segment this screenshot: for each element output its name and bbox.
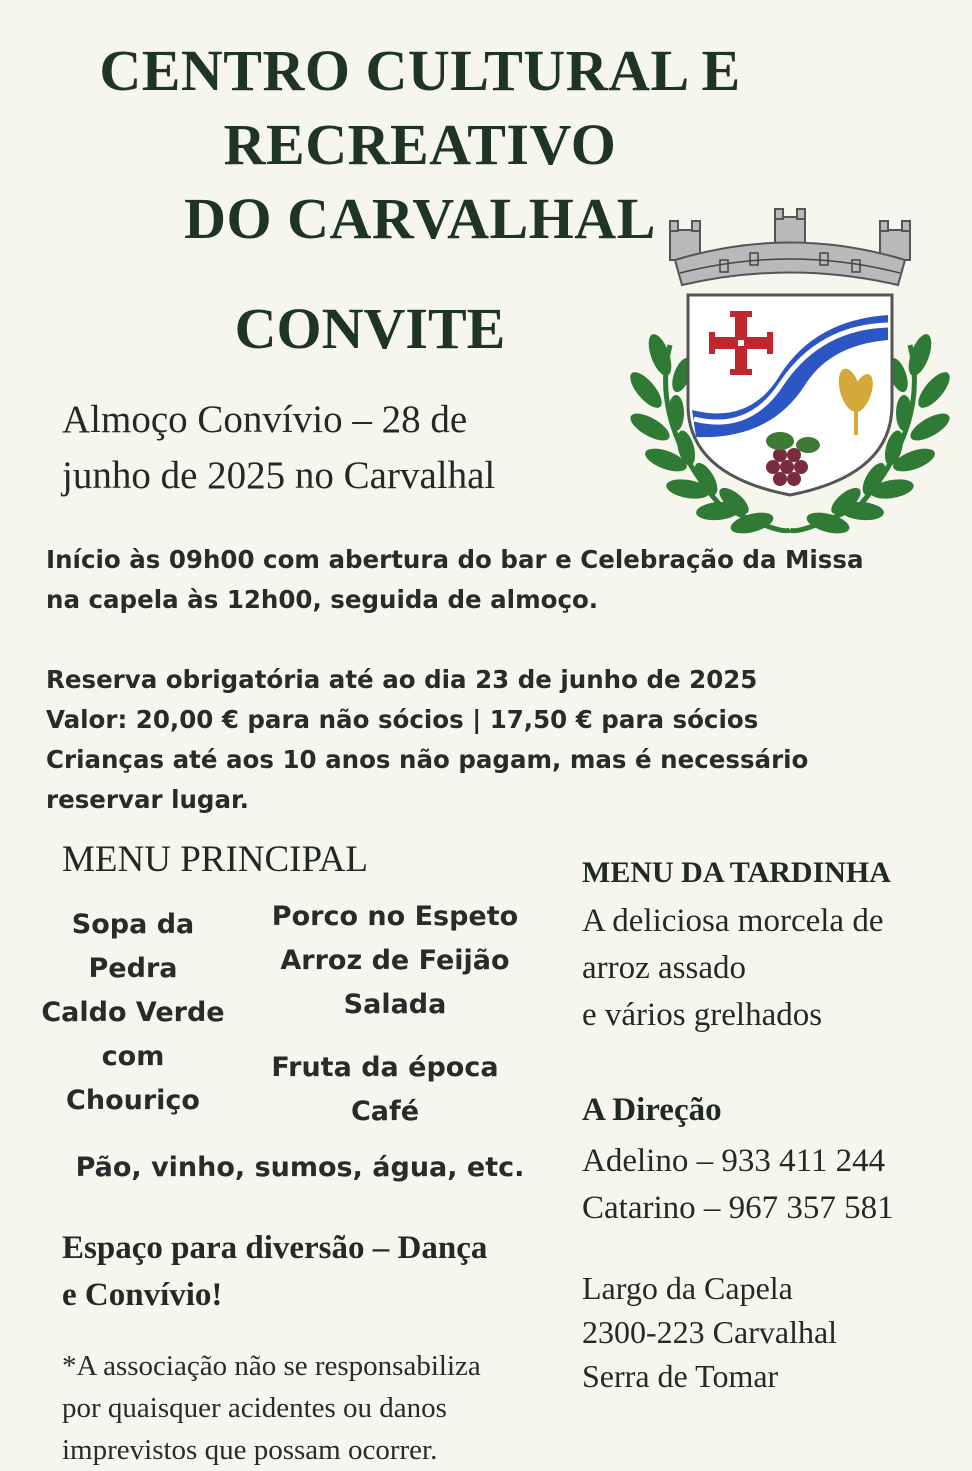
event-subtitle	[62, 392, 622, 504]
venue-address	[582, 1266, 837, 1398]
disclaimer-line: por quaisquer acidentes ou danos	[62, 1392, 447, 1424]
direcao-heading: A Direção	[582, 1092, 722, 1128]
address-line: Serra de Tomar	[582, 1358, 779, 1394]
menu-mains	[260, 895, 530, 1027]
contact-phone: Catarino – 967 357 581	[582, 1190, 894, 1226]
entertainment-text	[62, 1225, 562, 1319]
menu-item: com	[101, 1041, 165, 1072]
direcao-contacts	[582, 1138, 894, 1232]
menu-item: Pedra	[88, 953, 178, 984]
menu-drinks: Pão, vinho, sumos, água, etc.	[75, 1152, 525, 1183]
menu-item: Fruta da época	[271, 1052, 499, 1083]
menu-tardinha-heading: MENU DA TARDINHA	[582, 856, 891, 889]
menu-item: Arroz de Feijão	[280, 945, 510, 976]
org-title-line: RECREATIVO	[223, 112, 617, 177]
reservation-line: reservar lugar.	[46, 785, 249, 814]
menu-item: Salada	[343, 989, 447, 1020]
reservation-line: Valor: 20,00 € para não sócios | 17,50 € para sócios	[46, 705, 759, 734]
menu-tardinha-text	[582, 898, 883, 1039]
event-subtitle-line: Almoço Convívio – 28 de	[62, 398, 468, 441]
disclaimer-line: *A associação não se responsabiliza	[62, 1350, 481, 1382]
org-title-line: CENTRO CULTURAL E	[99, 38, 741, 103]
disclaimer-line: imprevistos que possam ocorrer.	[62, 1434, 438, 1466]
address-line: 2300-223 Carvalhal	[582, 1314, 838, 1350]
reservation-info	[46, 660, 926, 820]
address-line: Largo da Capela	[582, 1270, 793, 1306]
menu-item: Chouriço	[66, 1085, 200, 1116]
menu-item: Café	[350, 1096, 420, 1127]
event-subtitle-line: junho de 2025 no Carvalhal	[62, 454, 496, 497]
entertainment-line: Espaço para diversão – Dança	[62, 1230, 488, 1266]
reservation-line: Crianças até aos 10 anos não pagam, mas é necessário	[46, 745, 809, 774]
entertainment-line: e Convívio!	[62, 1277, 223, 1313]
menu-tardinha-line: arroz assado	[582, 950, 747, 986]
schedule-line: na capela às 12h00, seguida de almoço.	[46, 585, 599, 614]
org-title-line: DO CARVALHAL	[184, 186, 656, 251]
menu-principal-heading: MENU PRINCIPAL	[62, 839, 368, 880]
disclaimer	[62, 1345, 562, 1471]
schedule-line: Início às 09h00 com abertura do bar e Celebração da Missa	[46, 545, 864, 574]
convite-heading: CONVITE	[234, 296, 506, 361]
reservation-line: Reserva obrigatória até ao dia 23 de junho de 2025	[46, 665, 758, 694]
menu-dessert	[250, 1046, 520, 1134]
menu-starters	[30, 903, 236, 1123]
menu-item: Caldo Verde	[41, 997, 225, 1028]
menu-tardinha-line: e vários grelhados	[582, 997, 823, 1033]
menu-tardinha-line: A deliciosa morcela de	[582, 903, 884, 939]
contact-phone: Adelino – 933 411 244	[582, 1143, 886, 1179]
coat-of-arms-icon	[630, 205, 950, 535]
menu-item: Porco no Espeto	[271, 901, 519, 932]
menu-item: Sopa da	[71, 909, 195, 940]
schedule-info	[46, 540, 926, 620]
